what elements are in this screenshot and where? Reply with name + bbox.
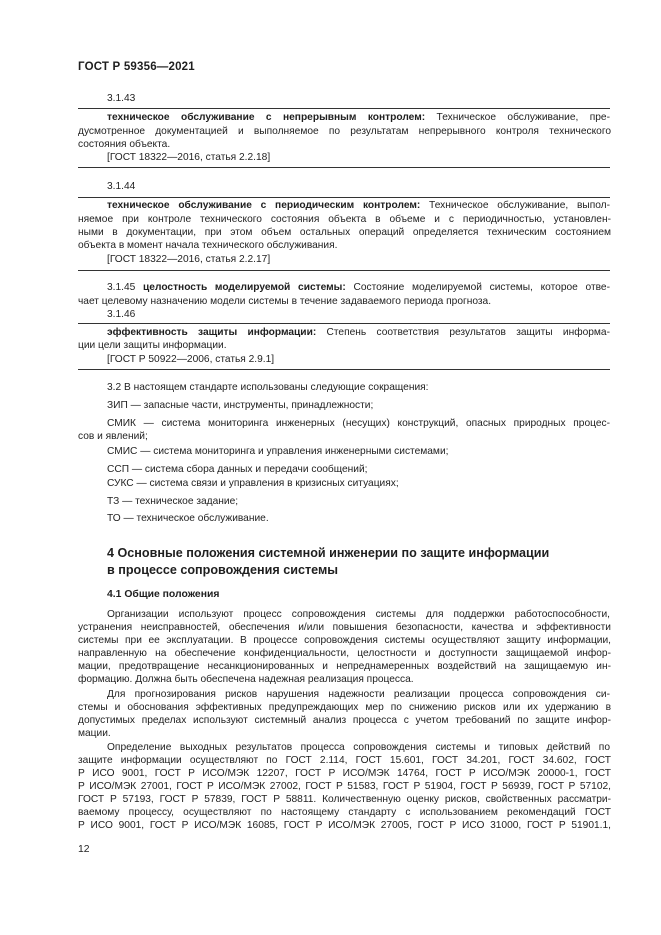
abbreviations-intro: 3.2 В настоящем стандарте использованы следующие сокращения: [107, 382, 429, 393]
term-definition-line: эффективность защиты информации: Степень соответствия результатов защиты информа- [107, 327, 610, 338]
term-source: [ГОСТ 18322—2016, статья 2.2.18] [107, 152, 271, 163]
term-number: 3.1.46 [107, 309, 136, 320]
term-definition-line: 3.1.45 целостность моделируемой системы: Состояние моделируемой системы, которое отве- [107, 282, 610, 293]
abbreviation-item: ТЗ — техническое задание; [107, 496, 239, 507]
term-definition-line: техническое обслуживание с периодическим контролем: Техническое обслуживание, выпол- [107, 200, 610, 211]
term-name: целостность моделируемой системы: [143, 282, 346, 293]
paragraph-line: Определение выходных результатов процесса сопровождения системы и типовых действий по [107, 742, 610, 753]
term-name: эффективность защиты информации: [107, 327, 317, 338]
term-definition-line: ными в документации, при этом объем остальных операций определяется техническим состоянием [78, 227, 611, 238]
paragraph-line: формацию. Должна быть обеспечена надежная реализация процесса. [78, 674, 414, 685]
paragraph-line: Р ИСО/МЭК 27001, ГОСТ Р ИСО/МЭК 27002, ГОСТ Р 51583, ГОСТ Р 51904, ГОСТ Р 56939, ГОСТ Р 57102, [78, 781, 611, 792]
abbreviation-item: ЗИП — запасные части, инструменты, принадлежности; [107, 400, 374, 411]
abbreviation-item: ТО — техническое обслуживание. [107, 513, 269, 524]
page-number: 12 [78, 844, 90, 855]
paragraph-line: устранения неисправностей, обеспечения и/или повышения безопасности, качества и эффективности [78, 622, 611, 633]
subsection-title: 4.1 Общие положения [107, 589, 220, 600]
paragraph-line: системы при ее эксплуатации. В процессе сопровождения системы осуществляют защиту информации, [78, 635, 611, 646]
term-definition-line: состояния объекта. [78, 139, 171, 150]
abbreviation-item: СМИК — система мониторинга инженерных (несущих) конструкций, опасных природных процес- [107, 418, 610, 429]
paragraph-line: допустимых пределах используют системный анализ процесса с учетом требований по защите инфор- [78, 715, 611, 726]
paragraph-line: ГОСТ Р 57193, ГОСТ Р 57839, ГОСТ Р 58811. Количественную оценку рисков, свойственных рассматри- [78, 794, 611, 805]
paragraph-line: мации. [78, 728, 111, 739]
abbreviation-item: ССП — система сбора данных и передачи сообщений; [107, 464, 368, 475]
term-definition-line: няемое при контроле технического состояния объекта в объеме и с периодичностью, установлен- [78, 214, 611, 225]
abbreviation-item: СМИС — система мониторинга и управления инженерными системами; [107, 446, 449, 457]
section-title: 4 Основные положения системной инженерии по защите информации в процессе сопровождения системы [107, 546, 550, 577]
term-definition-line: дусмотренное документацией и выполняемое по результатам непрерывного контроля технического [78, 126, 611, 137]
paragraph-line: направленную на обеспечение конфиденциальности, целостности и доступности защищаемой инфор- [78, 648, 611, 659]
term-definition-line: объекта в момент начала технического обслуживания. [78, 240, 338, 251]
term-name: техническое обслуживание с непрерывным контролем: [107, 112, 426, 123]
paragraph-line: мации, предотвращение несанкционированных и непреднамеренных воздействий на защищаемую ин- [78, 661, 611, 672]
abbreviation-item: СУКС — система связи и управления в кризисных ситуациях; [107, 478, 399, 489]
paragraph-line: Р ИСО 9001, ГОСТ Р ИСО/МЭК 12207, ГОСТ Р ИСО/МЭК 14764, ГОСТ Р ИСО/МЭК 20000-1, ГОСТ [78, 768, 611, 779]
document-header: ГОСТ Р 59356—2021 [78, 61, 195, 73]
term-source: [ГОСТ Р 50922—2006, статья 2.9.1] [107, 354, 275, 365]
paragraph-line: ваемому процессу, осуществляют по настоящему стандарту с использованием рекомендаций ГОСТ [78, 807, 611, 818]
term-number: 3.1.44 [107, 181, 136, 192]
paragraph-line: стемы и обоснования эффективных предупреждающих мер по снижению рисков или их удержанию в [78, 702, 611, 713]
term-number: 3.1.43 [107, 93, 136, 104]
abbreviation-item: сов и явлений; [78, 431, 148, 442]
paragraph-line: Р ИСО 9001, ГОСТ Р ИСО/МЭК 16085, ГОСТ Р ИСО/МЭК 27005, ГОСТ Р ИСО 31000, ГОСТ Р 51901.1, [78, 820, 611, 831]
term-definition-line: ции цели защиты информации. [78, 340, 227, 351]
term-name: техническое обслуживание с периодическим контролем: [107, 200, 421, 211]
term-definition-line: техническое обслуживание с непрерывным контролем: Техническое обслуживание, пре- [107, 112, 610, 123]
term-source: [ГОСТ 18322—2016, статья 2.2.17] [107, 254, 271, 265]
term-definition-line: чает целевому назначению модели системы в течение задаваемого периода прогноза. [78, 296, 492, 307]
paragraph-line: Организации используют процесс сопровождения системы для поддержки работоспособности, [107, 609, 610, 620]
paragraph-line: защите информации осуществляют по ГОСТ 2.114, ГОСТ 15.601, ГОСТ 34.201, ГОСТ 34.602, ГОСТ [78, 755, 611, 766]
paragraph-line: Для прогнозирования рисков нарушения надежности реализации процесса сопровождения си- [107, 689, 610, 700]
